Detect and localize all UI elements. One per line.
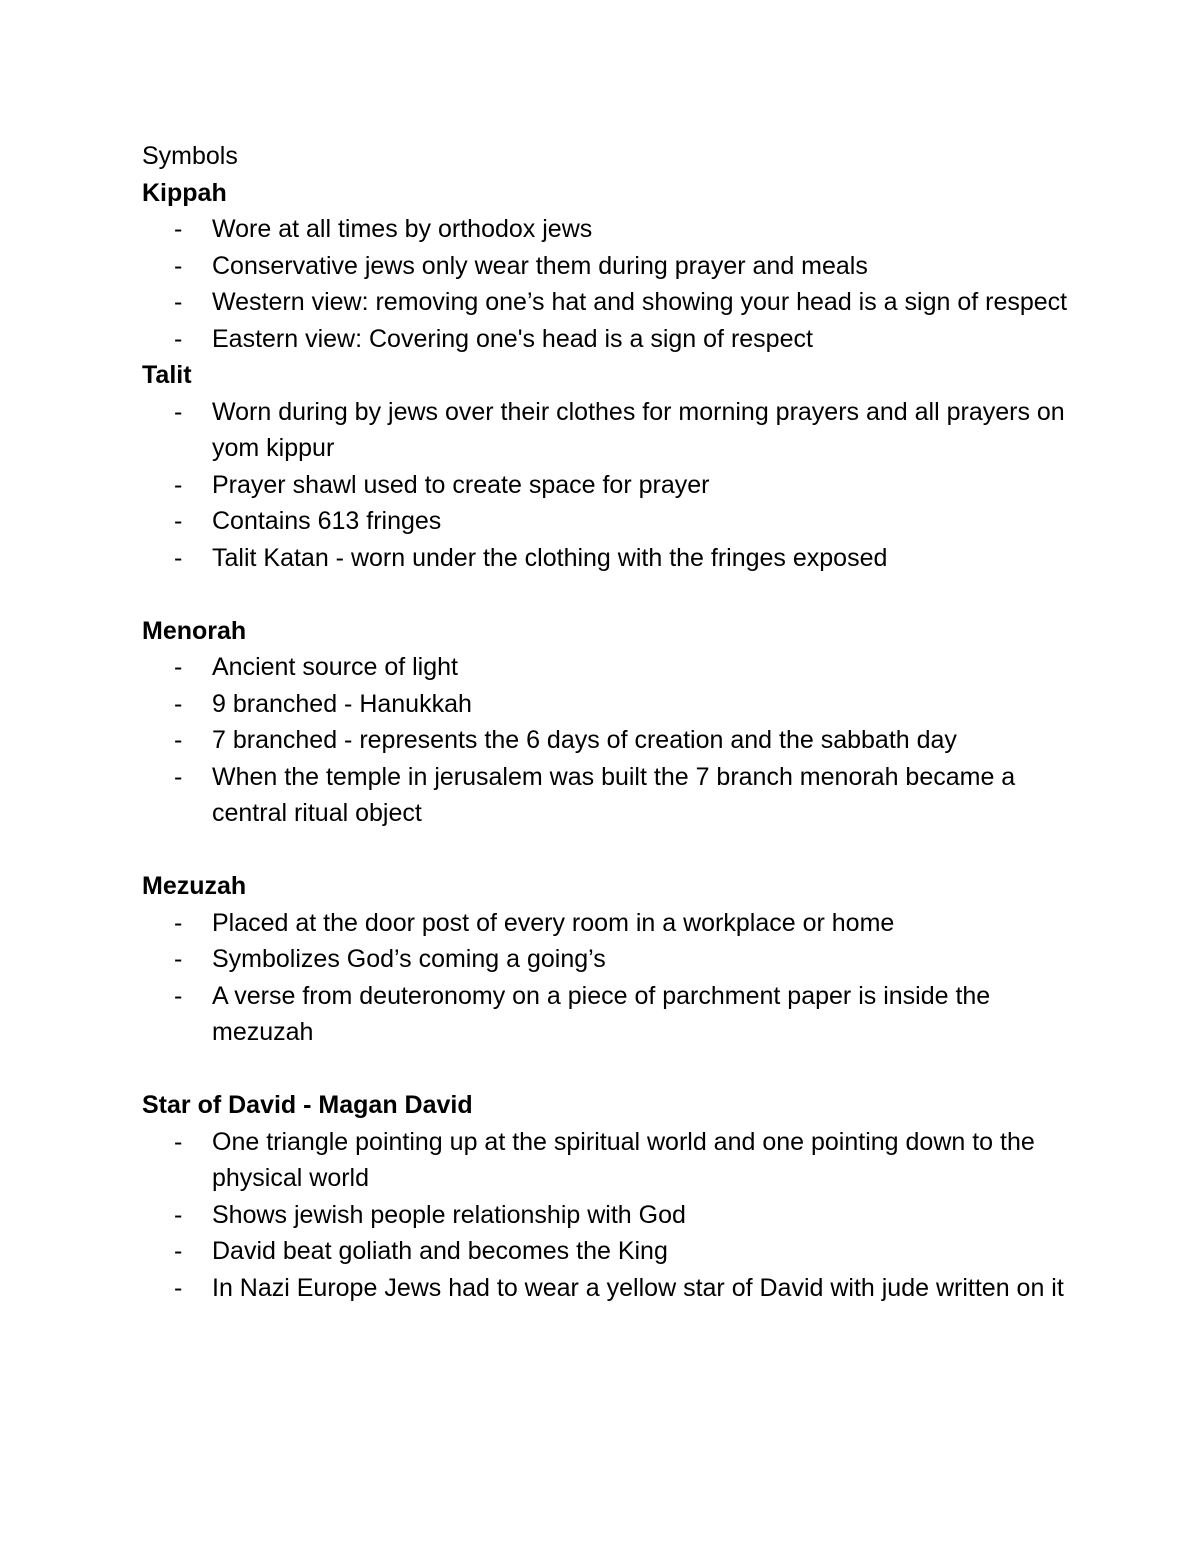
list-item-text: Contains 613 fringes: [212, 507, 442, 535]
section-heading: Star of David - Magan David: [142, 1091, 473, 1119]
list-item-text: Placed at the door post of every room in a workplace or home: [212, 908, 895, 937]
list-item-text: When the temple in jerusalem was built the 7 branch menorah became a central ritual object: [212, 762, 1016, 827]
section-heading: Talit: [142, 361, 192, 389]
list-item: [142, 394, 1082, 467]
bullet-list: [142, 1124, 1082, 1307]
document-page: [142, 138, 1082, 1306]
list-item-text: Wore at all times by orthodox jews: [212, 215, 593, 243]
list-item: [142, 503, 1082, 540]
section-star-of-david: [142, 1087, 1082, 1306]
bullet-dash: -: [174, 689, 183, 718]
list-item-text: 9 branched - Hanukkah: [212, 689, 472, 718]
bullet-dash: -: [174, 215, 183, 243]
bullet-dash: -: [174, 1273, 183, 1302]
bullet-dash: -: [174, 543, 183, 572]
bullet-dash: -: [174, 324, 183, 353]
bullet-dash: -: [174, 288, 183, 316]
bullet-list: [142, 394, 1082, 577]
list-item: [142, 686, 1082, 723]
list-item-text: One triangle pointing up at the spiritual world and one pointing down to the physical world: [212, 1127, 1035, 1192]
list-item: [142, 321, 1082, 358]
list-item: [142, 211, 1082, 248]
list-item-text: Shows jewish people relationship with God: [212, 1200, 686, 1229]
bullet-dash: -: [174, 653, 183, 681]
section-talit: [142, 357, 1082, 576]
bullet-dash: -: [174, 981, 183, 1010]
list-item-text: David beat goliath and becomes the King: [212, 1237, 668, 1265]
bullet-dash: -: [174, 470, 183, 499]
list-item: [142, 905, 1082, 942]
section-kippah: [142, 175, 1082, 358]
list-item: [142, 722, 1082, 759]
list-item: [142, 649, 1082, 686]
bullet-list: [142, 649, 1082, 832]
bullet-dash: -: [174, 945, 183, 973]
list-item: [142, 978, 1082, 1051]
bullet-list: [142, 211, 1082, 357]
bullet-dash: -: [174, 908, 183, 937]
list-item: [142, 540, 1082, 577]
list-item: [142, 1233, 1082, 1270]
list-item: [142, 248, 1082, 285]
list-item: [142, 284, 1082, 321]
list-item-text: Ancient source of light: [212, 653, 458, 681]
list-item-text: Prayer shawl used to create space for prayer: [212, 470, 710, 499]
list-item-text: Conservative jews only wear them during prayer and meals: [212, 251, 868, 280]
list-item-text: A verse from deuteronomy on a piece of parchment paper is inside the mezuzah: [212, 981, 991, 1046]
list-item-text: Worn during by jews over their clothes for morning prayers and all prayers on yom kippur: [212, 397, 1065, 462]
list-item: [142, 941, 1082, 978]
list-item-text: Talit Katan - worn under the clothing with the fringes exposed: [212, 543, 888, 572]
section-menorah: [142, 613, 1082, 832]
document-title: Symbols: [142, 142, 238, 170]
list-item: [142, 1270, 1082, 1307]
list-item-text: 7 branched - represents the 6 days of creation and the sabbath day: [212, 726, 957, 754]
list-item: [142, 759, 1082, 832]
section-heading: Kippah: [142, 178, 227, 207]
bullet-dash: -: [174, 397, 183, 426]
section-heading: Menorah: [142, 616, 247, 645]
bullet-dash: -: [174, 251, 183, 280]
bullet-dash: -: [174, 1237, 183, 1265]
bullet-list: [142, 905, 1082, 1051]
bullet-dash: -: [174, 726, 183, 754]
list-item-text: Symbolizes God’s coming a going’s: [212, 945, 606, 973]
bullet-dash: -: [174, 1127, 183, 1156]
section-mezuzah: [142, 868, 1082, 1051]
list-item: [142, 1197, 1082, 1234]
list-item-text: Eastern view: Covering one's head is a sign of respect: [212, 324, 813, 353]
list-item: [142, 467, 1082, 504]
section-heading: Mezuzah: [142, 872, 247, 900]
bullet-dash: -: [174, 762, 183, 791]
bullet-dash: -: [174, 1200, 183, 1229]
list-item-text: In Nazi Europe Jews had to wear a yellow star of David with jude written on it: [212, 1273, 1064, 1302]
bullet-dash: -: [174, 507, 183, 535]
list-item-text: Western view: removing one’s hat and showing your head is a sign of respect: [212, 288, 1068, 316]
list-item: [142, 1124, 1082, 1197]
